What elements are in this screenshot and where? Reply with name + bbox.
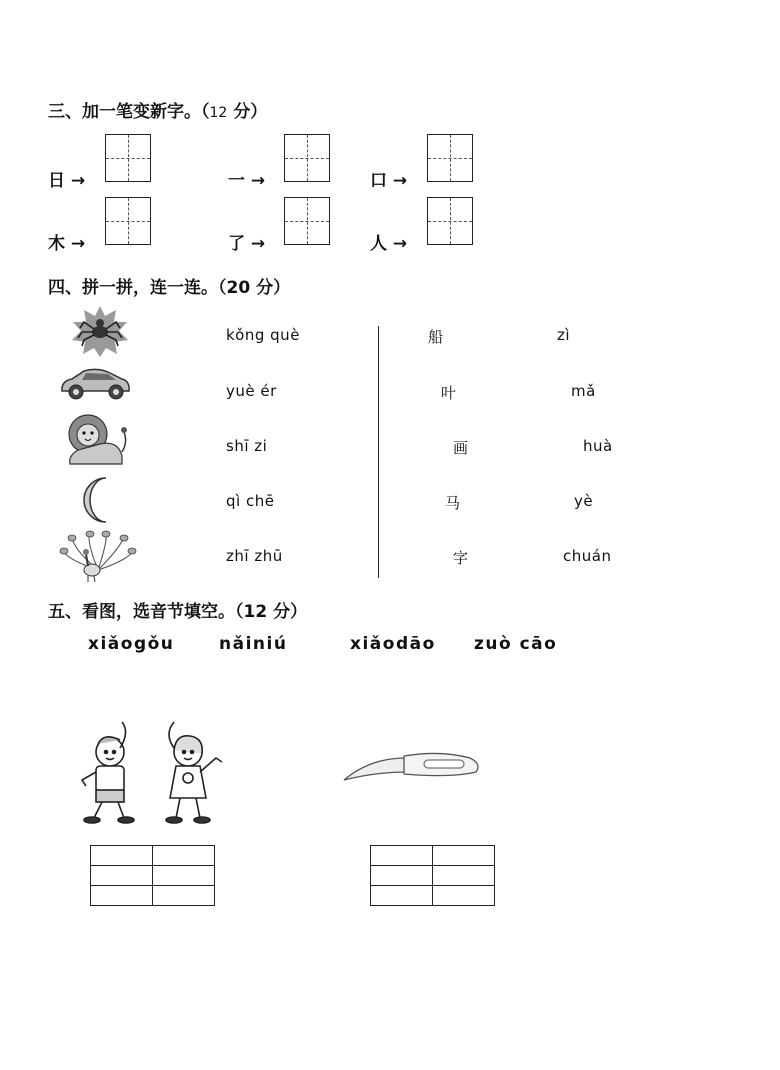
pocket-knife-picture (340, 748, 484, 788)
right-pinyin-3: huà (583, 437, 613, 455)
source-char: 木 (48, 234, 65, 254)
right-char-1: 船 (428, 328, 444, 346)
left-pinyin-1: kǒng què (226, 326, 300, 344)
left-pinyin-4: qì chē (226, 492, 275, 510)
source-char: 人 (370, 234, 387, 254)
pinyin-answer-grid-2[interactable] (370, 845, 495, 906)
answer-box-6[interactable] (427, 197, 473, 245)
left-pinyin-2: yuè ér (226, 382, 277, 400)
pinyin-choice-2: nǎiniú (219, 634, 288, 654)
add-stroke-item-4 (48, 229, 85, 254)
arrow-icon: → (392, 234, 408, 254)
section3-heading-text: 三、加一笔变新字。（ (48, 102, 210, 122)
section5-heading: 五、看图，选音节填空。（12 分） (48, 602, 308, 622)
answer-box-4[interactable] (105, 197, 151, 245)
add-stroke-item-3 (370, 166, 407, 191)
add-stroke-item-6 (370, 229, 407, 254)
right-pinyin-2: mǎ (571, 382, 596, 400)
add-stroke-item-5 (228, 229, 265, 254)
add-stroke-item-1 (48, 166, 85, 191)
right-char-2: 叶 (441, 384, 457, 402)
source-char: 日 (48, 171, 65, 191)
right-pinyin-1: zì (557, 326, 571, 344)
answer-box-5[interactable] (284, 197, 330, 245)
answer-box-2[interactable] (284, 134, 330, 182)
arrow-icon: → (70, 171, 86, 191)
answer-box-3[interactable] (427, 134, 473, 182)
pinyin-choice-4: zuò cāo (474, 634, 558, 654)
pinyin-answer-grid-1[interactable] (90, 845, 215, 906)
right-char-4: 马 (445, 494, 461, 512)
lion-picture (64, 412, 130, 470)
arrow-icon: → (250, 171, 266, 191)
section3-score: 12 (209, 105, 228, 121)
section4-heading: 四、拼一拼，连一连。（20 分） (48, 278, 291, 298)
left-pinyin-5: zhī zhū (226, 547, 283, 565)
moon-picture (80, 476, 116, 524)
right-pinyin-4: yè (574, 492, 594, 510)
children-exercising-picture (74, 718, 234, 826)
add-stroke-item-2 (228, 166, 265, 191)
right-pinyin-5: chuán (563, 547, 612, 565)
source-char: 口 (370, 171, 387, 191)
arrow-icon: → (392, 171, 408, 191)
peacock-picture (58, 530, 138, 582)
left-pinyin-3: shī zi (226, 437, 268, 455)
section3-score-label: 分） (227, 102, 268, 122)
divider-line (378, 326, 379, 578)
source-char: 了 (228, 234, 245, 254)
right-char-3: 画 (453, 439, 469, 457)
section3-heading (48, 97, 267, 122)
spider-picture (70, 304, 130, 358)
car-picture (58, 361, 132, 403)
pinyin-choice-1: xiǎogǒu (88, 634, 175, 654)
right-char-5: 字 (453, 549, 469, 567)
answer-box-1[interactable] (105, 134, 151, 182)
source-char: 一 (228, 171, 245, 191)
arrow-icon: → (70, 234, 86, 254)
pinyin-choice-3: xiǎodāo (350, 634, 436, 654)
arrow-icon: → (250, 234, 266, 254)
